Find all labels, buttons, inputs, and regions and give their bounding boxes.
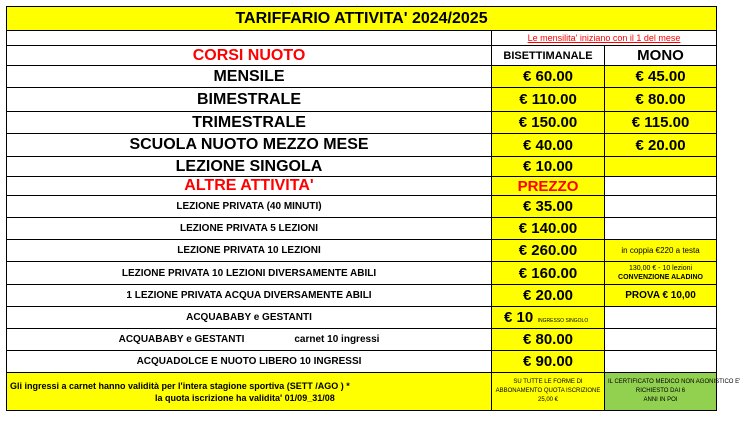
other-row-label: ACQUABABY e GESTANTI	[118, 334, 245, 345]
enrollment-validity-line: la quota iscrizione ha validita' 01/09_31/08	[155, 392, 335, 403]
fee-amount: 25,00 €	[537, 397, 559, 403]
other-note: in coppia €220 a testa	[605, 240, 717, 262]
convention-name: CONVENZIONE ALADINO	[618, 274, 703, 281]
other-row-label-cell	[7, 329, 492, 351]
blank-cell	[7, 31, 492, 46]
other-price: € 160.00	[492, 262, 605, 285]
swim-row-label: TRIMESTRALE	[7, 112, 492, 134]
swim-mono-price	[605, 157, 717, 177]
other-note	[605, 307, 717, 329]
fee-note-line: SU TUTTE LE FORME DI	[513, 379, 583, 385]
carnet-validity-line: Gli ingressi a carnet hanno validità per l'intera stagione sportiva (SETT /AGO ) *	[10, 380, 350, 391]
certificate-note-line: ANNI IN POI	[643, 397, 678, 403]
other-row-label: LEZIONE PRIVATA (40 MINUTI)	[7, 196, 492, 218]
other-note	[605, 218, 717, 240]
other-price-cell	[492, 307, 605, 329]
swim-mono-price: € 20.00	[605, 134, 717, 157]
mono-header: MONO	[605, 46, 717, 66]
other-price: € 10	[504, 308, 534, 326]
swim-bisett-price: € 60.00	[492, 66, 605, 88]
convention-price: 130,00 € - 10 lezioni	[628, 265, 693, 272]
other-note	[605, 262, 717, 285]
other-row-label: LEZIONE PRIVATA 10 LEZIONI	[7, 240, 492, 262]
swim-row-label: MENSILE	[7, 66, 492, 88]
swim-mono-price: € 80.00	[605, 88, 717, 112]
certificate-note-line: RICHIESTO DAI 6	[635, 388, 686, 394]
fee-note-line: ABBONAMENTO QUOTA ISCRIZIONE	[495, 388, 601, 394]
medical-certificate-note	[605, 373, 740, 411]
blank-cell	[605, 177, 717, 196]
other-row-label: 1 LEZIONE PRIVATA ACQUA DIVERSAMENTE ABILI	[7, 285, 492, 307]
single-entry-note: INGRESSO SINGOLO	[537, 317, 589, 324]
carnet-validity-note	[7, 373, 492, 411]
other-price: € 20.00	[492, 285, 605, 307]
bisettimanale-header: BISETTIMANALE	[492, 46, 605, 66]
other-price: € 80.00	[492, 329, 605, 351]
swim-row-label: LEZIONE SINGOLA	[7, 157, 492, 177]
other-note	[605, 329, 717, 351]
swim-mono-price: € 115.00	[605, 112, 717, 134]
price-header: PREZZO	[492, 177, 605, 196]
enrollment-fee-note	[492, 373, 605, 411]
other-note	[605, 351, 717, 373]
other-note	[605, 196, 717, 218]
page-title: TARIFFARIO ATTIVITA' 2024/2025	[7, 7, 717, 31]
other-section-title: ALTRE ATTIVITA'	[7, 177, 492, 196]
tariff-table	[6, 6, 740, 411]
swim-mono-price: € 45.00	[605, 66, 717, 88]
other-price: € 260.00	[492, 240, 605, 262]
other-price: € 35.00	[492, 196, 605, 218]
swim-row-label: BIMESTRALE	[7, 88, 492, 112]
swim-row-label: SCUOLA NUOTO MEZZO MESE	[7, 134, 492, 157]
certificate-note-line: IL CERTIFICATO MEDICO NON AGONISTICO E'	[608, 379, 740, 385]
swim-bisett-price: € 10.00	[492, 157, 605, 177]
swim-section-title: CORSI NUOTO	[7, 46, 492, 66]
other-price: € 90.00	[492, 351, 605, 373]
other-note: PROVA € 10,00	[605, 285, 717, 307]
other-price: € 140.00	[492, 218, 605, 240]
other-row-label: ACQUABABY e GESTANTI	[7, 307, 492, 329]
other-row-label: LEZIONE PRIVATA 5 LEZIONI	[7, 218, 492, 240]
other-row-label: ACQUADOLCE E NUOTO LIBERO 10 INGRESSI	[7, 351, 492, 373]
other-row-label: LEZIONE PRIVATA 10 LEZIONI DIVERSAMENTE ABILI	[7, 262, 492, 285]
swim-bisett-price: € 110.00	[492, 88, 605, 112]
swim-bisett-price: € 150.00	[492, 112, 605, 134]
monthly-note: Le mensilita' iniziano con il 1 del mese	[492, 31, 717, 46]
swim-bisett-price: € 40.00	[492, 134, 605, 157]
carnet-label: carnet 10 ingressi	[294, 334, 380, 345]
